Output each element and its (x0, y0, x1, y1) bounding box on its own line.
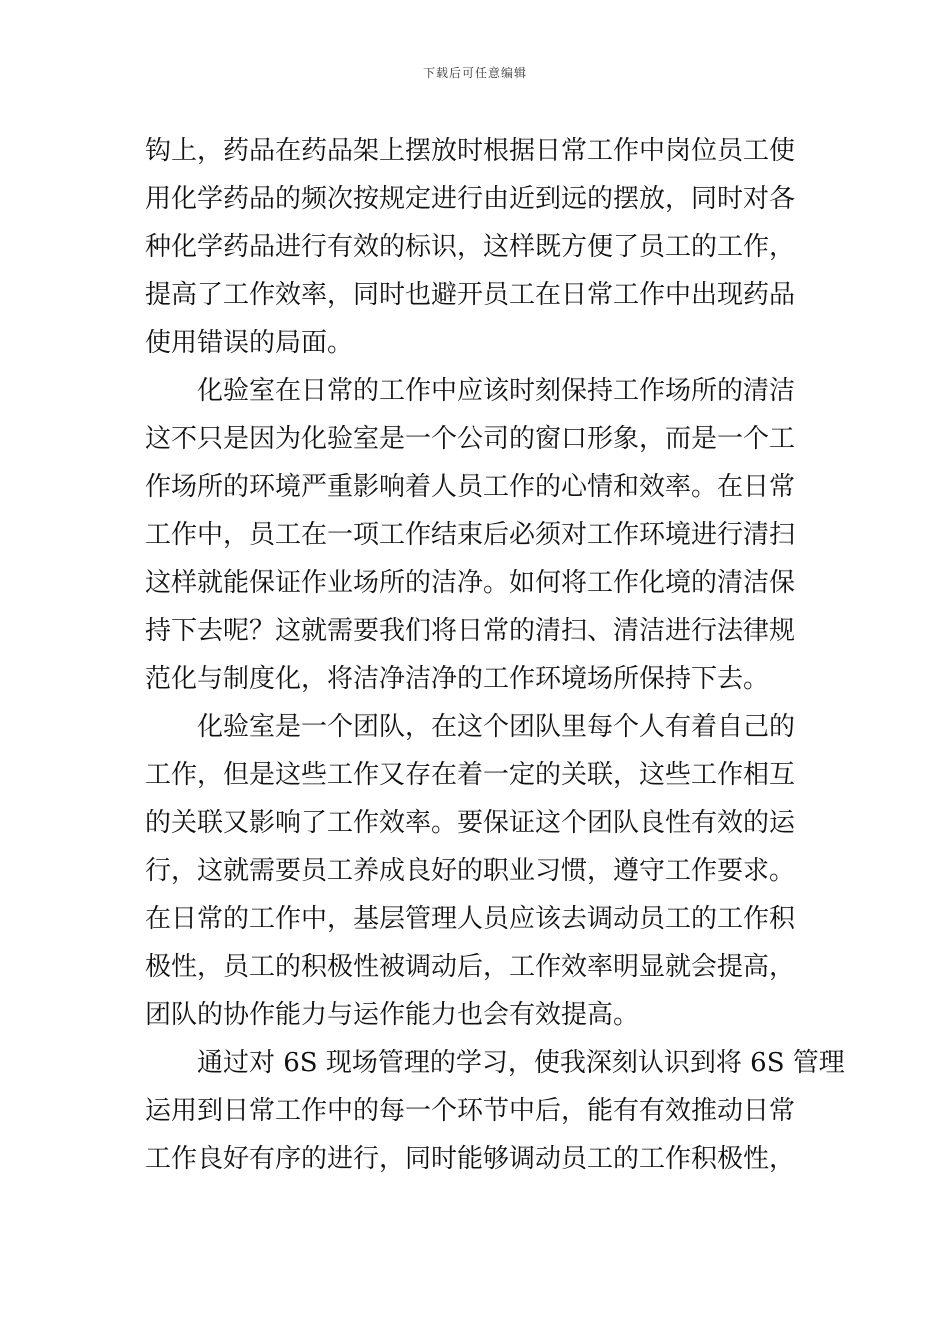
text-line: 使用错误的局面。 (145, 328, 354, 358)
text-line: 运用到日常工作中的每一个环节中后，能有有效推动日常 (145, 1096, 796, 1126)
text-line: 这样就能保证作业场所的洁净。如何将工作化境的清洁保 (145, 568, 796, 598)
text-line: 行，这就需要员工养成良好的职业习惯，遵守工作要求。 (145, 856, 796, 886)
text-line: 范化与制度化，将洁净洁净的工作环境场所保持下去。 (145, 664, 770, 694)
text-line: 团队的协作能力与运作能力也会有效提高。 (145, 1000, 640, 1030)
page-header: 下载后可任意编辑 (422, 66, 527, 80)
text-line: 作场所的环境严重影响着人员工作的心情和效率。在日常 (145, 472, 796, 502)
paragraph-first-line: 化验室是一个团队，在这个团队里每个人有着自己的 (197, 712, 796, 742)
text-line: 提高了工作效率，同时也避开员工在日常工作中出现药品 (145, 280, 796, 310)
text-line: 工作良好有序的进行，同时能够调动员工的工作积极性， (145, 1144, 796, 1174)
text-line: 这不只是因为化验室是一个公司的窗口形象，而是一个工 (145, 424, 796, 454)
text-line: 在日常的工作中，基层管理人员应该去调动员工的工作积 (145, 904, 796, 934)
text-line: 持下去呢？这就需要我们将日常的清扫、清洁进行法律规 (145, 616, 796, 646)
text-line: 的关联又影响了工作效率。要保证这个团队良性有效的运 (145, 808, 796, 838)
text-line: 用化学药品的频次按规定进行由近到远的摆放，同时对各 (145, 184, 796, 214)
paragraph-first-line: 通过对 6S 现场管理的学习，使我深刻认识到将 6S 管理 (197, 1048, 845, 1078)
text-line: 工作，但是这些工作又存在着一定的关联，这些工作相互 (145, 760, 796, 790)
paragraph-first-line: 化验室在日常的工作中应该时刻保持工作场所的清洁 (197, 376, 796, 406)
text-line: 种化学药品进行有效的标识，这样既方便了员工的工作， (145, 232, 796, 262)
document-body (145, 127, 845, 1183)
text-line: 极性，员工的积极性被调动后，工作效率明显就会提高， (145, 952, 796, 982)
text-line: 钩上，药品在药品架上摆放时根据日常工作中岗位员工使 (145, 136, 796, 166)
text-line: 工作中，员工在一项工作结束后必须对工作环境进行清扫 (145, 520, 796, 550)
